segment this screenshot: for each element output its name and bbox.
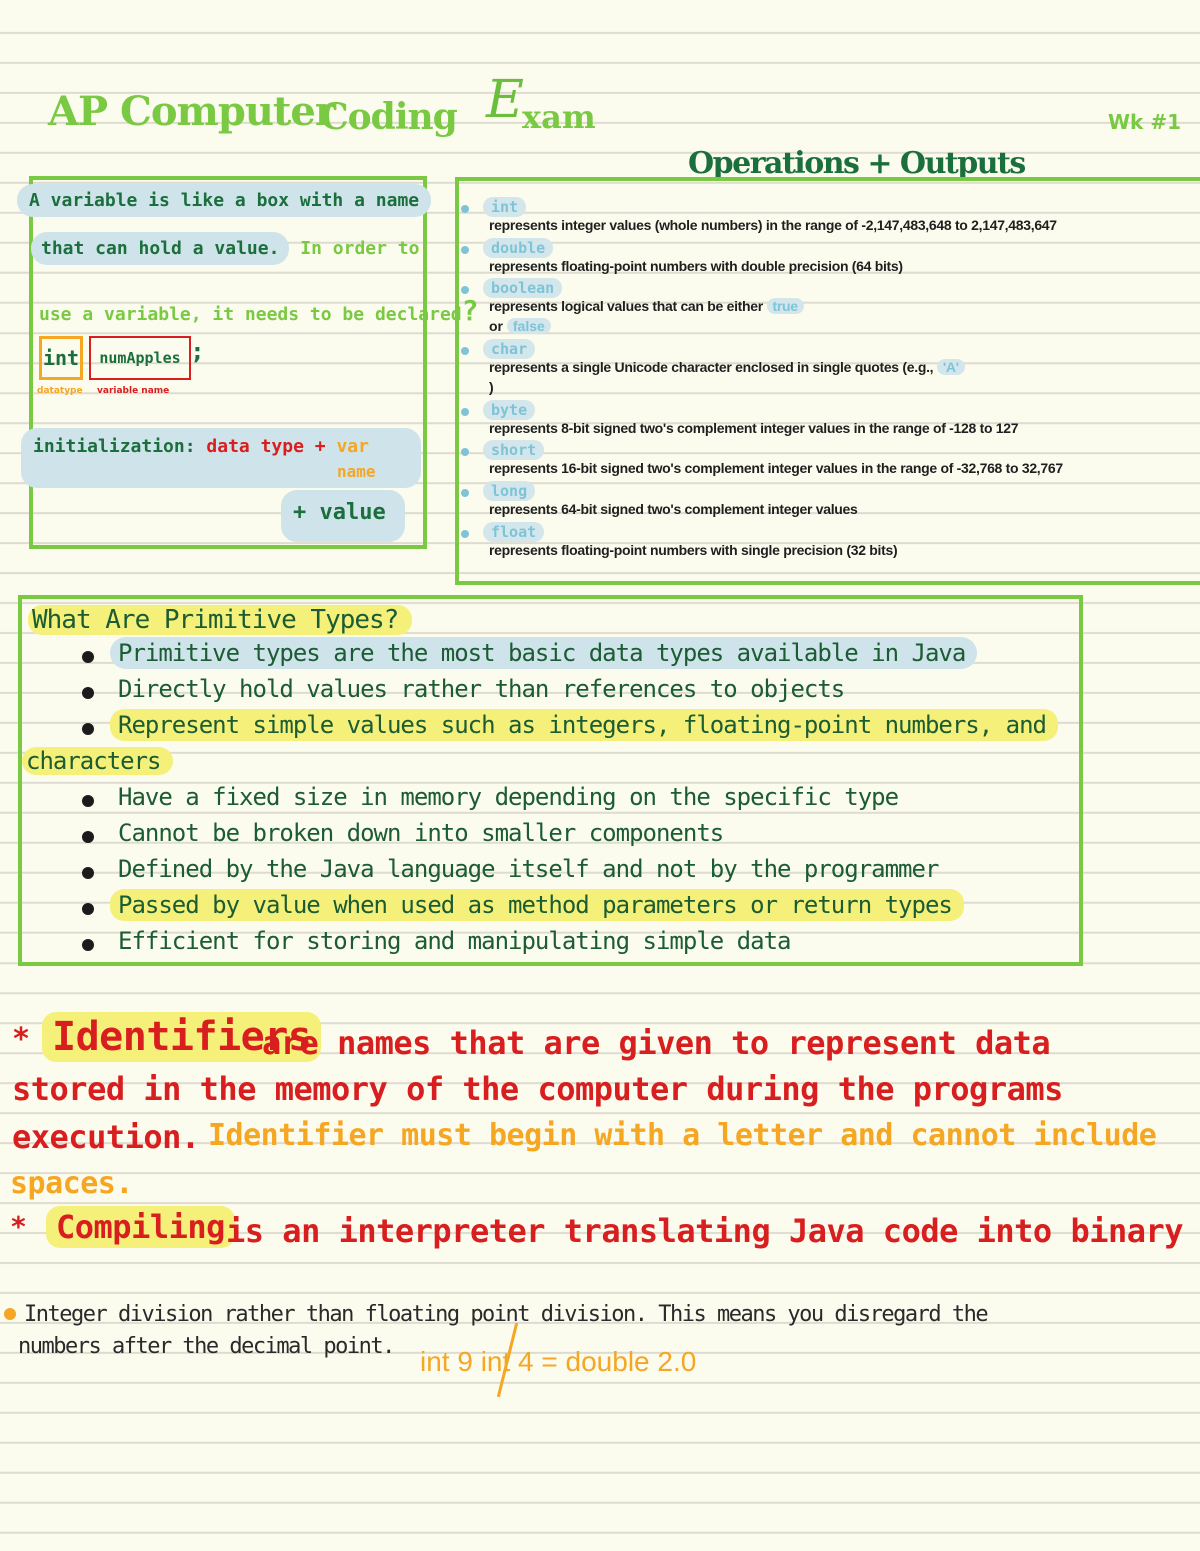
op-keyword: double [483, 238, 553, 258]
identifiers-line4-orange: spaces. [10, 1166, 133, 1201]
list-item-text: Directly hold values rather than references to objects [118, 675, 845, 703]
op-description: represents 8-bit signed two's complement integer values in the range of -128 to 127 [489, 420, 1019, 436]
identifiers-line2: stored in the memory of the computer during the programs [12, 1070, 1063, 1108]
list-item-text: Efficient for storing and manipulating simple data [118, 927, 791, 955]
list-item-text: Have a fixed size in memory depending on the specific type [118, 783, 899, 811]
op-description: represents 16-bit signed two's complement integer values in the range of -32,768 to 32,767 [489, 460, 1063, 476]
identifiers-term: Identifiers [42, 1012, 321, 1062]
op-description [489, 359, 965, 375]
op-or-text: or [489, 318, 507, 334]
bullet-icon [82, 723, 94, 735]
primitive-types-title: What Are Primitive Types? [28, 605, 412, 635]
variable-definition-line2 [19, 232, 431, 265]
bullet-icon [4, 1308, 16, 1320]
op-true-value: true [767, 298, 804, 314]
initialization-label: initialization: [33, 436, 196, 457]
bullet-icon [461, 530, 469, 538]
bullet-icon [461, 246, 469, 254]
division-line2: numbers after the decimal point. [18, 1334, 394, 1359]
bullet-icon [82, 687, 94, 699]
bullet-icon [461, 448, 469, 456]
bullet-icon [82, 651, 94, 663]
example-datatype-box: int [39, 336, 83, 380]
op-char-example: 'A' [937, 359, 965, 375]
op-description-line2 [489, 318, 551, 334]
bullet-icon [461, 286, 469, 294]
initialization-value: + value [281, 490, 405, 542]
star-icon: * [12, 1022, 30, 1057]
variable-definition-line2-tail: In order to [289, 238, 420, 259]
title-coding: Coding [320, 96, 457, 138]
primitive-types-box [18, 595, 1083, 966]
op-keyword: boolean [483, 278, 562, 298]
list-item-text: Primitive types are the most basic data types available in Java [110, 637, 977, 669]
op-keyword: short [483, 440, 544, 460]
op-description: represents floating-point numbers with double precision (64 bits) [489, 258, 903, 274]
op-description-text: represents logical values that can be either [489, 298, 767, 314]
list-item-text: Cannot be broken down into smaller components [118, 819, 724, 847]
operations-box [455, 177, 1200, 585]
identifiers-line1: are names that are given to represent data [262, 1024, 1051, 1062]
bullet-icon [461, 347, 469, 355]
bullet-icon [461, 408, 469, 416]
bullet-icon [82, 939, 94, 951]
label-variable-name: variable name [97, 386, 170, 396]
op-false-value: false [507, 318, 551, 334]
week-label: Wk #1 [1108, 110, 1181, 134]
bullet-icon [82, 903, 94, 915]
star-icon: * [10, 1210, 27, 1243]
label-datatype: datatype [37, 386, 83, 396]
compiling-line1: is an interpreter translating Java code into binary [226, 1212, 1184, 1250]
example-semicolon: ; [193, 340, 202, 365]
title-exam-rest: xam [522, 98, 596, 136]
compiling-term: Compiling [46, 1206, 235, 1248]
initialization-var: var [336, 436, 369, 457]
bullet-icon [82, 795, 94, 807]
title-ap-computer: AP Computer [48, 88, 335, 135]
bullet-icon [82, 867, 94, 879]
initialization-text [33, 436, 369, 457]
bullet-icon [461, 489, 469, 497]
initialization-datatype: data type [195, 436, 304, 457]
question-mark: ? [461, 294, 479, 327]
example-varname-box: numApples [89, 336, 191, 380]
variable-definition-line1: A variable is like a box with a name [17, 184, 431, 217]
op-keyword: char [483, 339, 535, 359]
op-keyword: float [483, 522, 544, 542]
bullet-icon [461, 205, 469, 213]
variable-definition-line2-main: that can hold a value. [31, 232, 289, 265]
bullet-icon [82, 831, 94, 843]
op-description: represents 64-bit signed two's complement integer values [489, 501, 858, 517]
op-description: represents integer values (whole numbers) in the range of -2,147,483,648 to 2,147,483,647 [489, 217, 1057, 233]
variable-definition-line3-text: use a variable, it needs to be declared [39, 304, 462, 325]
op-description: represents floating-point numbers with single precision (32 bits) [489, 542, 898, 558]
op-keyword: byte [483, 400, 535, 420]
op-keyword: long [483, 481, 535, 501]
list-item-text: Passed by value when used as method parameters or return types [110, 889, 964, 921]
list-item-text: Defined by the Java language itself and not by the programmer [118, 855, 939, 883]
identifiers-line3-orange: Identifier must begin with a letter and cannot include [208, 1118, 1157, 1153]
op-description-line2: ) [489, 379, 494, 395]
list-item-text: Represent simple values such as integers, floating-point numbers, and [110, 709, 1058, 741]
op-description-text: represents a single Unicode character enclosed in single quotes (e.g., [489, 359, 937, 375]
operations-title: Operations + Outputs [688, 146, 1025, 181]
initialization-plus: + [303, 436, 337, 457]
division-line1: Integer division rather than floating point division. This means you disregard the [24, 1302, 988, 1327]
title-exam-initial: E [486, 70, 524, 130]
op-description [489, 298, 804, 314]
identifiers-line3-red: execution. [12, 1118, 200, 1156]
division-example: int 9 int 4 = double 2.0 [420, 1346, 697, 1377]
op-keyword: int [483, 197, 526, 217]
variable-box [29, 176, 479, 549]
initialization-var-name: name [337, 462, 376, 481]
variable-definition-line3 [27, 288, 491, 333]
list-item-continuation: characters [22, 747, 173, 775]
